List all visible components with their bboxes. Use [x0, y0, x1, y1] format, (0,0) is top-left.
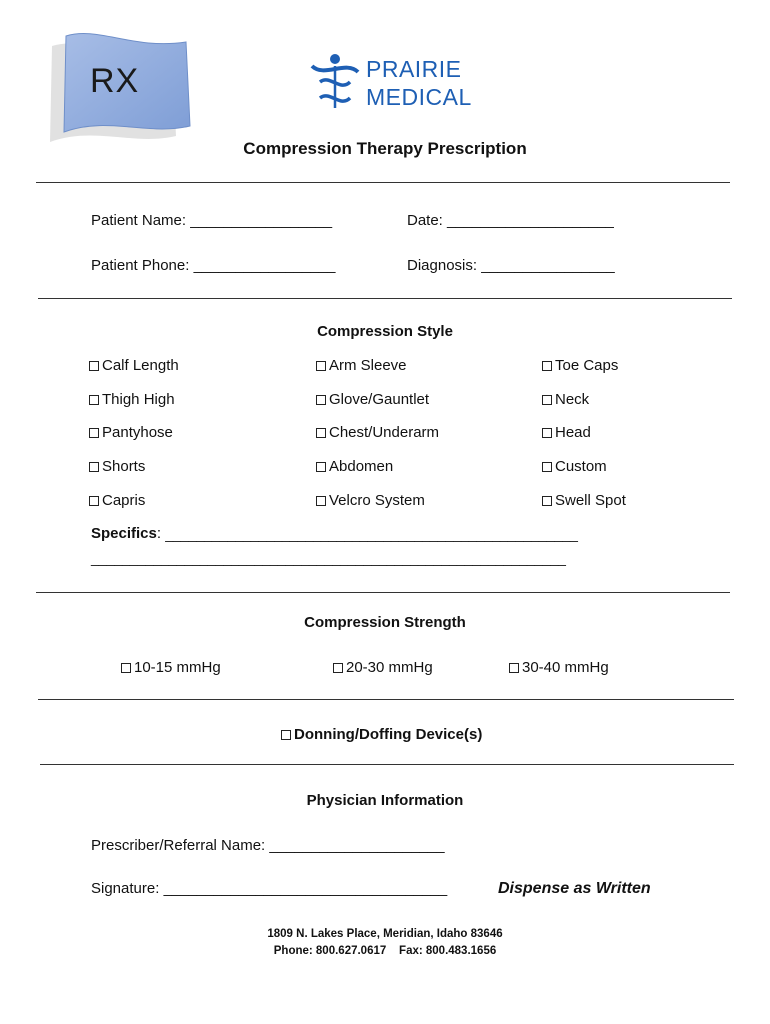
option-label: 10-15 mmHg: [134, 659, 221, 676]
option-label: Shorts: [102, 458, 146, 475]
prescriber-label: Prescriber/Referral Name:: [91, 837, 266, 854]
option-label: Chest/Underarm: [329, 424, 440, 441]
divider-2: [38, 298, 732, 299]
patient-phone-field[interactable]: [91, 257, 335, 274]
style-option[interactable]: [316, 492, 425, 509]
footer-phone: Phone: 800.627.0617 Fax: 800.483.1656: [273, 945, 497, 957]
patient-name-field[interactable]: [91, 212, 332, 229]
divider-5: [40, 764, 734, 765]
checkbox[interactable]: [281, 730, 291, 740]
form-title: Compression Therapy Prescription: [243, 139, 527, 158]
patient-name-blank[interactable]: _________________: [190, 212, 333, 229]
checkbox[interactable]: [542, 361, 552, 371]
logo-line-1: PRAIRIE: [366, 56, 462, 82]
checkbox[interactable]: [316, 428, 326, 438]
style-option[interactable]: [89, 357, 179, 374]
option-label: Head: [555, 424, 591, 441]
option-label: Velcro System: [329, 492, 425, 509]
checkbox[interactable]: [316, 496, 326, 506]
diagnosis-field[interactable]: [407, 257, 615, 274]
strength-option[interactable]: [121, 659, 221, 676]
diagnosis-label: Diagnosis:: [407, 257, 478, 274]
patient-phone-blank[interactable]: _________________: [193, 257, 336, 274]
specifics-blank-2[interactable]: _____________________________________________________________: [91, 550, 566, 566]
donning-option[interactable]: [281, 726, 482, 743]
footer-address: 1809 N. Lakes Place, Meridian, Idaho 83646: [267, 928, 503, 940]
date-field[interactable]: [407, 212, 614, 229]
style-option[interactable]: [542, 492, 626, 509]
compression-strength-heading: Compression Strength: [304, 614, 466, 631]
checkbox[interactable]: [89, 462, 99, 472]
signature-label: Signature:: [91, 880, 160, 897]
strength-option[interactable]: [509, 659, 609, 676]
specifics-blank-1[interactable]: _____________________________________________________: [165, 525, 578, 542]
option-label: Pantyhose: [102, 424, 173, 441]
option-label: Arm Sleeve: [329, 357, 407, 374]
option-label: Abdomen: [329, 458, 394, 475]
style-option[interactable]: [542, 357, 618, 374]
checkbox[interactable]: [89, 496, 99, 506]
caduceus-icon: [310, 52, 360, 110]
style-option[interactable]: [89, 391, 175, 408]
option-label: Custom: [555, 458, 607, 475]
divider-4: [38, 699, 734, 700]
checkbox[interactable]: [542, 428, 552, 438]
signature-blank[interactable]: __________________________________: [163, 880, 448, 897]
option-label: 20-30 mmHg: [346, 659, 433, 676]
diagnosis-blank[interactable]: ________________: [481, 257, 615, 274]
style-option[interactable]: [89, 492, 145, 509]
style-option[interactable]: [316, 357, 407, 374]
patient-name-label: Patient Name:: [91, 212, 187, 229]
specifics-field-2[interactable]: [91, 550, 566, 566]
option-label: Capris: [102, 492, 146, 509]
checkbox[interactable]: [89, 361, 99, 371]
style-option[interactable]: [316, 458, 393, 475]
compression-style-heading: Compression Style: [317, 323, 453, 340]
style-option[interactable]: [316, 391, 429, 408]
date-blank[interactable]: ____________________: [447, 212, 614, 229]
specifics-field[interactable]: [91, 525, 578, 542]
signature-field[interactable]: [91, 880, 447, 897]
checkbox[interactable]: [316, 462, 326, 472]
option-label: 30-40 mmHg: [522, 659, 609, 676]
dispense-as-written: Dispense as Written: [498, 880, 651, 897]
donning-label: Donning/Doffing Device(s): [294, 726, 483, 743]
specifics-label: Specifics: [91, 525, 157, 542]
checkbox[interactable]: [542, 462, 552, 472]
divider-3: [36, 592, 730, 593]
prescriber-blank[interactable]: _____________________: [269, 837, 445, 854]
strength-option[interactable]: [333, 659, 433, 676]
date-label: Date:: [407, 212, 443, 229]
checkbox[interactable]: [89, 395, 99, 405]
checkbox[interactable]: [542, 496, 552, 506]
style-option[interactable]: [542, 391, 589, 408]
style-option[interactable]: [542, 424, 591, 441]
checkbox[interactable]: [509, 663, 519, 673]
checkbox[interactable]: [316, 395, 326, 405]
style-option[interactable]: [542, 458, 607, 475]
option-label: Thigh High: [102, 391, 175, 408]
style-option[interactable]: [89, 424, 173, 441]
checkbox[interactable]: [316, 361, 326, 371]
prescriber-field[interactable]: [91, 837, 445, 854]
patient-phone-label: Patient Phone:: [91, 257, 190, 274]
rx-flag: [38, 28, 198, 148]
style-option[interactable]: [316, 424, 439, 441]
checkbox[interactable]: [333, 663, 343, 673]
specifics-colon: :: [156, 525, 162, 542]
checkbox[interactable]: [542, 395, 552, 405]
option-label: Calf Length: [102, 357, 179, 374]
prairie-medical-logo: [310, 52, 480, 112]
option-label: Swell Spot: [555, 492, 626, 509]
rx-label: RX: [90, 62, 140, 100]
logo-line-2: MEDICAL: [366, 84, 472, 110]
checkbox[interactable]: [121, 663, 131, 673]
style-option[interactable]: [89, 458, 145, 475]
checkbox[interactable]: [89, 428, 99, 438]
option-label: Glove/Gauntlet: [329, 391, 430, 408]
physician-heading: Physician Information: [306, 792, 464, 809]
option-label: Neck: [555, 391, 590, 408]
option-label: Toe Caps: [555, 357, 619, 374]
divider-1: [36, 182, 730, 183]
